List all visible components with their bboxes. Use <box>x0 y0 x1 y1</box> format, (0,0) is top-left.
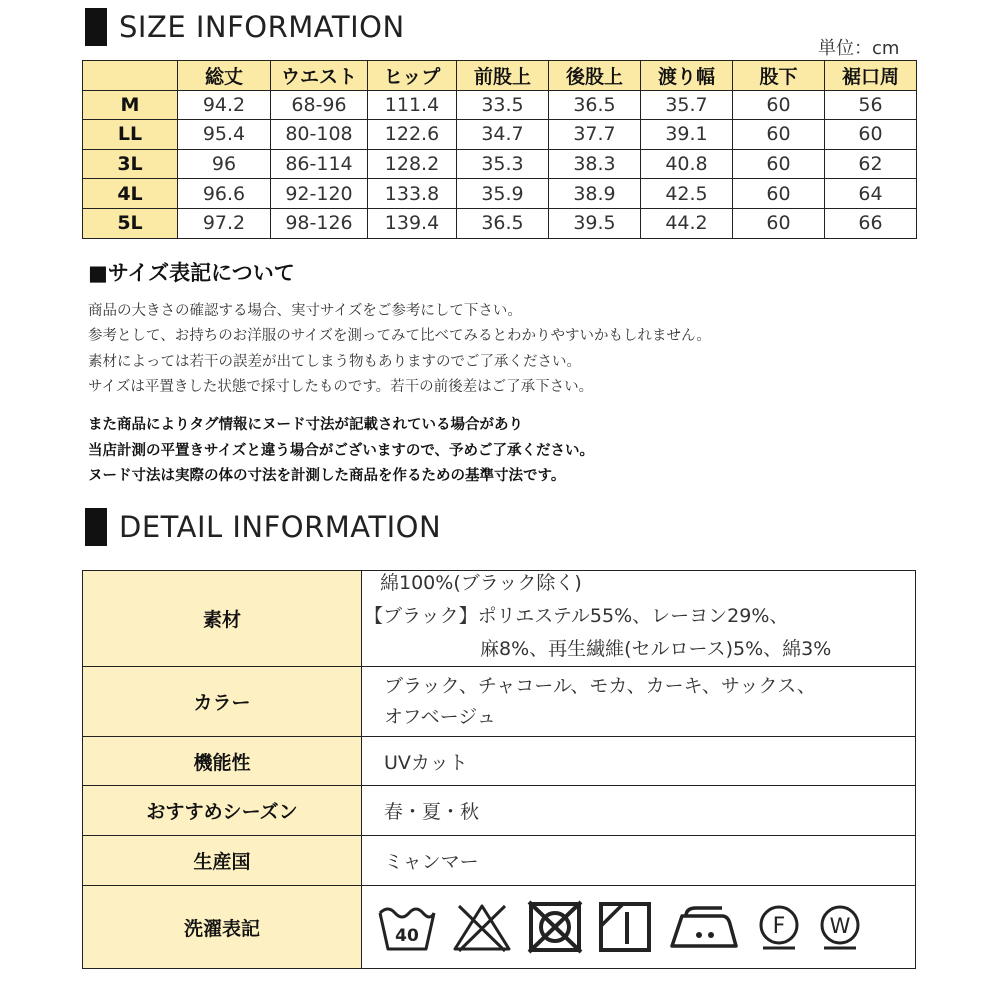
color-label: カラー <box>83 667 362 737</box>
table-row <box>83 179 917 209</box>
notice-line: 商品の大きさの確認する場合、実寸サイズをご参考にして下さい。 <box>88 303 522 319</box>
header-bar <box>85 508 107 546</box>
table-cell: 36.5 <box>457 208 549 238</box>
column-header: 総丈 <box>178 61 271 91</box>
table-cell: 64 <box>825 179 917 209</box>
table-cell: 68-96 <box>271 90 368 120</box>
table-cell: 122.6 <box>368 120 457 150</box>
table-cell: 66 <box>825 208 917 238</box>
table-cell: 111.4 <box>368 90 457 120</box>
table-cell: 40.8 <box>641 149 733 179</box>
wash-temp: 40 <box>395 926 419 946</box>
drip-dry-shade-icon <box>597 900 653 954</box>
table-cell: 34.7 <box>457 120 549 150</box>
size-label: 4L <box>83 179 178 209</box>
table-row <box>83 90 917 120</box>
notice-bold-line: ヌード寸法は実際の体の寸法を計測した商品を作るための基準寸法です。 <box>88 468 566 484</box>
table-cell: 35.9 <box>457 179 549 209</box>
notice-line: 素材によっては若干の誤差が出てしまう物もありますのでご了承ください。 <box>88 354 581 370</box>
table-cell: 86-114 <box>271 149 368 179</box>
notice-bold-line: 当店計測の平置きサイズと違う場合がございますので、予めご了承ください。 <box>88 443 595 459</box>
header-bar <box>85 8 107 46</box>
table-cell: 39.1 <box>641 120 733 150</box>
material-value <box>362 571 916 667</box>
table-cell: 133.8 <box>368 179 457 209</box>
size-table <box>82 60 917 239</box>
table-cell: 60 <box>825 120 917 150</box>
no-bleach-icon <box>451 901 513 953</box>
origin-value: ミャンマー <box>362 836 916 886</box>
function-value: UVカット <box>362 737 916 786</box>
notice-title: ■サイズ表記について <box>88 261 295 285</box>
wash-40-icon <box>376 901 438 953</box>
table-row <box>83 149 917 179</box>
no-tumble-dry-icon <box>526 900 584 954</box>
table-cell: 139.4 <box>368 208 457 238</box>
table-cell: 97.2 <box>178 208 271 238</box>
care-icons <box>362 900 915 954</box>
size-section-title: SIZE INFORMATION <box>119 10 405 44</box>
size-label: 3L <box>83 149 178 179</box>
table-cell: 37.7 <box>549 120 641 150</box>
table-cell: 96.6 <box>178 179 271 209</box>
notice-line: 参考として、お持ちのお洋服のサイズを測ってみて比べてみるとわかりやすいかもしれません。 <box>88 328 711 344</box>
unit-label: 単位：cm <box>818 38 900 59</box>
table-cell: 56 <box>825 90 917 120</box>
notice-line: サイズは平置きした状態で採寸したものです。若干の前後差はご了承下さい。 <box>88 379 594 395</box>
detail-table <box>82 570 916 969</box>
table-cell: 94.2 <box>178 90 271 120</box>
detail-section-title: DETAIL INFORMATION <box>119 510 442 544</box>
column-header: 裾口周 <box>825 61 917 91</box>
care-value <box>362 886 916 969</box>
table-cell: 96 <box>178 149 271 179</box>
table-cell: 62 <box>825 149 917 179</box>
table-row <box>83 208 917 238</box>
table-cell: 60 <box>733 90 825 120</box>
table-cell: 92-120 <box>271 179 368 209</box>
season-label: おすすめシーズン <box>83 786 362 836</box>
dry-clean-letter: F <box>772 914 786 939</box>
size-section-header <box>85 8 405 46</box>
table-cell: 60 <box>733 179 825 209</box>
corner-cell <box>83 61 178 91</box>
material-label: 素材 <box>83 571 362 667</box>
column-header: 股下 <box>733 61 825 91</box>
origin-label: 生産国 <box>83 836 362 886</box>
table-cell: 98-126 <box>271 208 368 238</box>
color-line: ブラック、チャコール、モカ、カーキ、サックス、 <box>384 674 816 697</box>
size-label: 5L <box>83 208 178 238</box>
size-table-header-row <box>83 61 917 91</box>
material-line: 綿100%(ブラック除く) <box>380 572 582 594</box>
detail-row-season <box>83 786 916 836</box>
table-cell: 38.9 <box>549 179 641 209</box>
column-header: ウエスト <box>271 61 368 91</box>
detail-row-origin <box>83 836 916 886</box>
iron-medium-icon <box>666 902 742 952</box>
detail-row-care <box>83 886 916 969</box>
detail-section-header <box>85 508 441 546</box>
detail-row-material <box>83 571 916 667</box>
table-cell: 36.5 <box>549 90 641 120</box>
table-cell: 95.4 <box>178 120 271 150</box>
table-cell: 128.2 <box>368 149 457 179</box>
table-cell: 38.3 <box>549 149 641 179</box>
dry-clean-f-icon <box>755 903 803 951</box>
column-header: 渡り幅 <box>641 61 733 91</box>
wet-clean-w-icon <box>816 903 864 951</box>
table-cell: 35.3 <box>457 149 549 179</box>
column-header: 後股上 <box>549 61 641 91</box>
color-line: オフベージュ <box>384 705 496 728</box>
table-cell: 42.5 <box>641 179 733 209</box>
table-cell: 60 <box>733 120 825 150</box>
care-label: 洗濯表記 <box>83 886 362 969</box>
table-cell: 60 <box>733 149 825 179</box>
detail-row-color <box>83 667 916 737</box>
notice-bold-line: また商品によりタグ情報にヌード寸法が記載されている場合があり <box>88 417 523 433</box>
table-row <box>83 120 917 150</box>
material-line: 麻8%、再生繊維(セルロース)5%、綿3% <box>480 638 832 660</box>
table-cell: 60 <box>733 208 825 238</box>
table-cell: 44.2 <box>641 208 733 238</box>
table-cell: 33.5 <box>457 90 549 120</box>
season-value: 春・夏・秋 <box>362 786 916 836</box>
function-label: 機能性 <box>83 737 362 786</box>
table-cell: 80-108 <box>271 120 368 150</box>
wet-clean-letter: W <box>829 914 851 938</box>
column-header: ヒップ <box>368 61 457 91</box>
table-cell: 35.7 <box>641 90 733 120</box>
size-label: LL <box>83 120 178 150</box>
color-value <box>362 667 916 737</box>
detail-row-function <box>83 737 916 786</box>
column-header: 前股上 <box>457 61 549 91</box>
table-cell: 39.5 <box>549 208 641 238</box>
size-label: M <box>83 90 178 120</box>
material-line: 【ブラック】ポリエステル55%、レーヨン29%、 <box>364 605 789 627</box>
